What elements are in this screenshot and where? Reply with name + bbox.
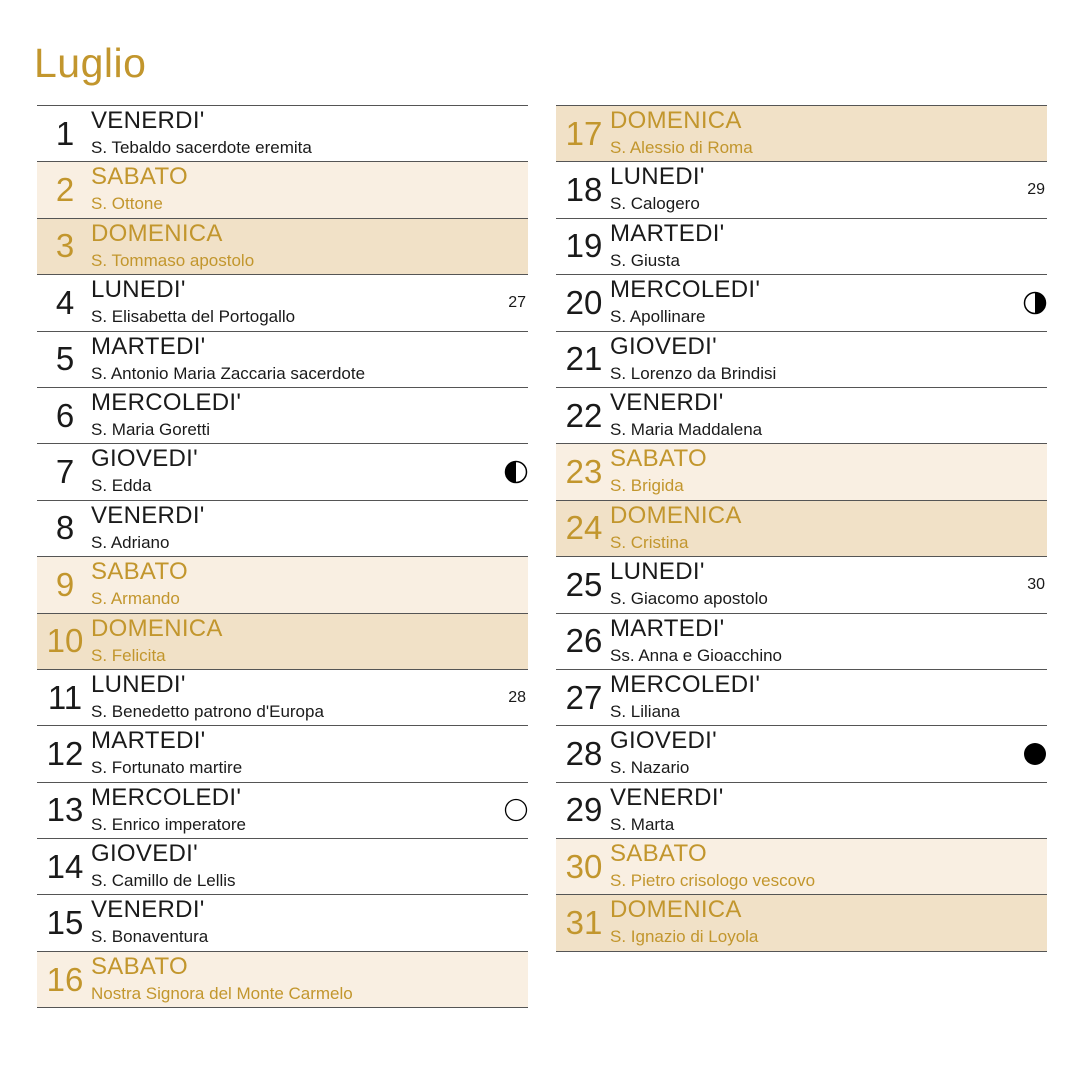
day-number: 31 bbox=[565, 904, 603, 942]
day-number: 4 bbox=[55, 283, 75, 321]
weekday-name: MERCOLEDI' bbox=[91, 388, 242, 416]
saint-name: S. Nazario bbox=[610, 758, 690, 778]
weekday-name: VENERDI' bbox=[91, 896, 205, 924]
day-row bbox=[37, 219, 528, 275]
saint-name: S. Lorenzo da Brindisi bbox=[610, 363, 777, 383]
weekday-name: VENERDI' bbox=[610, 388, 724, 416]
weekday-name: GIOVEDI' bbox=[91, 445, 199, 473]
weekday-name: SABATO bbox=[610, 445, 707, 473]
day-row bbox=[37, 670, 528, 726]
weekday-name: MARTEDI' bbox=[91, 332, 206, 360]
week-number: 27 bbox=[508, 293, 526, 311]
weekday-name: GIOVEDI' bbox=[610, 332, 718, 360]
weekday-name: VENERDI' bbox=[91, 501, 205, 529]
day-number: 18 bbox=[565, 171, 603, 209]
saint-name: S. Armando bbox=[91, 589, 180, 609]
day-row bbox=[37, 839, 528, 895]
weekday-name: LUNEDI' bbox=[610, 558, 705, 586]
weekday-name: LUNEDI' bbox=[610, 163, 705, 191]
weekday-name: VENERDI' bbox=[610, 783, 724, 811]
saint-name: S. Apollinare bbox=[610, 307, 706, 327]
day-number: 29 bbox=[565, 791, 603, 829]
day-row bbox=[556, 106, 1047, 162]
weekday-name: DOMENICA bbox=[91, 614, 223, 642]
day-number: 5 bbox=[55, 340, 75, 378]
saint-name: Nostra Signora del Monte Carmelo bbox=[91, 983, 353, 1003]
day-row bbox=[37, 444, 528, 500]
weekday-name: SABATO bbox=[91, 558, 188, 586]
day-number: 27 bbox=[565, 678, 603, 716]
new-moon-icon bbox=[1023, 726, 1047, 781]
weekday-name: MERCOLEDI' bbox=[91, 783, 242, 811]
saint-name: S. Calogero bbox=[610, 194, 700, 214]
day-number: 20 bbox=[565, 283, 603, 321]
day-row bbox=[37, 388, 528, 444]
saint-name: S. Tommaso apostolo bbox=[91, 250, 255, 270]
day-number: 28 bbox=[565, 734, 603, 772]
day-row bbox=[37, 275, 528, 331]
day-row bbox=[37, 557, 528, 613]
calendar-column-left bbox=[37, 105, 528, 1008]
day-row bbox=[37, 106, 528, 162]
day-row bbox=[556, 444, 1047, 500]
day-row bbox=[37, 726, 528, 782]
day-number: 16 bbox=[46, 960, 84, 998]
weekday-name: GIOVEDI' bbox=[610, 727, 718, 755]
day-number: 11 bbox=[47, 678, 83, 716]
saint-name: S. Fortunato martire bbox=[91, 758, 243, 778]
day-number: 15 bbox=[46, 904, 84, 942]
weekday-name: MARTEDI' bbox=[610, 614, 725, 642]
full-moon-icon bbox=[504, 783, 528, 838]
saint-name: S. Giacomo apostolo bbox=[610, 589, 768, 609]
day-row bbox=[37, 332, 528, 388]
day-row bbox=[37, 895, 528, 951]
day-number: 13 bbox=[46, 791, 84, 829]
weekday-name: DOMENICA bbox=[610, 107, 742, 134]
day-row bbox=[37, 614, 528, 670]
weekday-name: DOMENICA bbox=[91, 219, 223, 247]
day-row bbox=[556, 388, 1047, 444]
saint-name: S. Maria Goretti bbox=[91, 419, 211, 439]
day-number: 1 bbox=[55, 114, 75, 152]
weekday-name: SABATO bbox=[91, 952, 188, 980]
weekday-name: VENERDI' bbox=[91, 107, 205, 134]
day-number: 14 bbox=[46, 847, 84, 885]
saint-name: S. Elisabetta del Portogallo bbox=[91, 307, 296, 327]
day-number: 17 bbox=[565, 114, 603, 152]
calendar-column-right bbox=[556, 105, 1047, 952]
month-title: Luglio bbox=[34, 40, 147, 86]
saint-name: S. Enrico imperatore bbox=[91, 814, 246, 834]
day-number: 25 bbox=[565, 565, 603, 603]
saint-name: S. Tebaldo sacerdote eremita bbox=[91, 138, 312, 157]
saint-name: S. Alessio di Roma bbox=[610, 138, 753, 157]
day-row bbox=[37, 952, 528, 1008]
day-row bbox=[556, 162, 1047, 218]
week-number: 29 bbox=[1027, 181, 1045, 199]
day-row bbox=[556, 219, 1047, 275]
day-row bbox=[556, 670, 1047, 726]
saint-name: S. Felicita bbox=[91, 645, 166, 665]
day-number: 3 bbox=[55, 227, 75, 265]
weekday-name: GIOVEDI' bbox=[91, 840, 199, 868]
day-number: 26 bbox=[565, 622, 603, 660]
weekday-name: MARTEDI' bbox=[91, 727, 206, 755]
last-quarter-moon-icon bbox=[1023, 275, 1047, 330]
day-row bbox=[37, 783, 528, 839]
weekday-name: LUNEDI' bbox=[91, 276, 186, 304]
saint-name: S. Adriano bbox=[91, 532, 170, 552]
day-number: 23 bbox=[565, 453, 603, 491]
saint-name: S. Marta bbox=[610, 814, 675, 834]
saint-name: S. Edda bbox=[91, 476, 152, 496]
saint-name: S. Brigida bbox=[610, 476, 684, 496]
saint-name: S. Maria Maddalena bbox=[610, 419, 763, 439]
day-number: 7 bbox=[55, 453, 75, 491]
day-row bbox=[37, 162, 528, 218]
saint-name: S. Ignazio di Loyola bbox=[610, 927, 759, 947]
weekday-name: MERCOLEDI' bbox=[610, 276, 761, 304]
week-number: 30 bbox=[1027, 575, 1045, 593]
day-row bbox=[556, 557, 1047, 613]
day-row bbox=[556, 614, 1047, 670]
saint-name: S. Giusta bbox=[610, 250, 680, 270]
weekday-name: MERCOLEDI' bbox=[610, 670, 761, 698]
day-row bbox=[37, 501, 528, 557]
day-row bbox=[556, 895, 1047, 951]
day-row bbox=[556, 839, 1047, 895]
day-number: 30 bbox=[565, 847, 603, 885]
saint-name: S. Cristina bbox=[610, 532, 689, 552]
saint-name: S. Antonio Maria Zaccaria sacerdote bbox=[91, 363, 366, 383]
week-number: 28 bbox=[508, 688, 526, 706]
day-row bbox=[556, 726, 1047, 782]
day-number: 8 bbox=[55, 509, 75, 547]
weekday-name: DOMENICA bbox=[610, 896, 742, 924]
saint-name: S. Liliana bbox=[610, 701, 680, 721]
day-row bbox=[556, 501, 1047, 557]
day-number: 9 bbox=[55, 565, 75, 603]
day-row bbox=[556, 275, 1047, 331]
day-number: 22 bbox=[565, 396, 603, 434]
saint-name: S. Pietro crisologo vescovo bbox=[610, 871, 816, 891]
weekday-name: DOMENICA bbox=[610, 501, 742, 529]
day-number: 12 bbox=[46, 734, 84, 772]
day-number: 6 bbox=[55, 396, 75, 434]
saint-name: Ss. Anna e Gioacchino bbox=[610, 645, 783, 665]
day-number: 2 bbox=[55, 171, 75, 209]
day-number: 21 bbox=[565, 340, 603, 378]
day-number: 19 bbox=[565, 227, 603, 265]
saint-name: S. Camillo de Lellis bbox=[91, 871, 236, 891]
weekday-name: SABATO bbox=[91, 163, 188, 191]
saint-name: S. Bonaventura bbox=[91, 927, 209, 947]
day-number: 10 bbox=[46, 622, 84, 660]
saint-name: S. Benedetto patrono d'Europa bbox=[91, 701, 324, 721]
weekday-name: MARTEDI' bbox=[610, 219, 725, 247]
weekday-name: SABATO bbox=[610, 840, 707, 868]
day-number: 24 bbox=[565, 509, 603, 547]
first-quarter-moon-icon bbox=[504, 444, 528, 499]
day-row bbox=[556, 783, 1047, 839]
weekday-name: LUNEDI' bbox=[91, 670, 186, 698]
day-row bbox=[556, 332, 1047, 388]
saint-name: S. Ottone bbox=[91, 194, 163, 214]
